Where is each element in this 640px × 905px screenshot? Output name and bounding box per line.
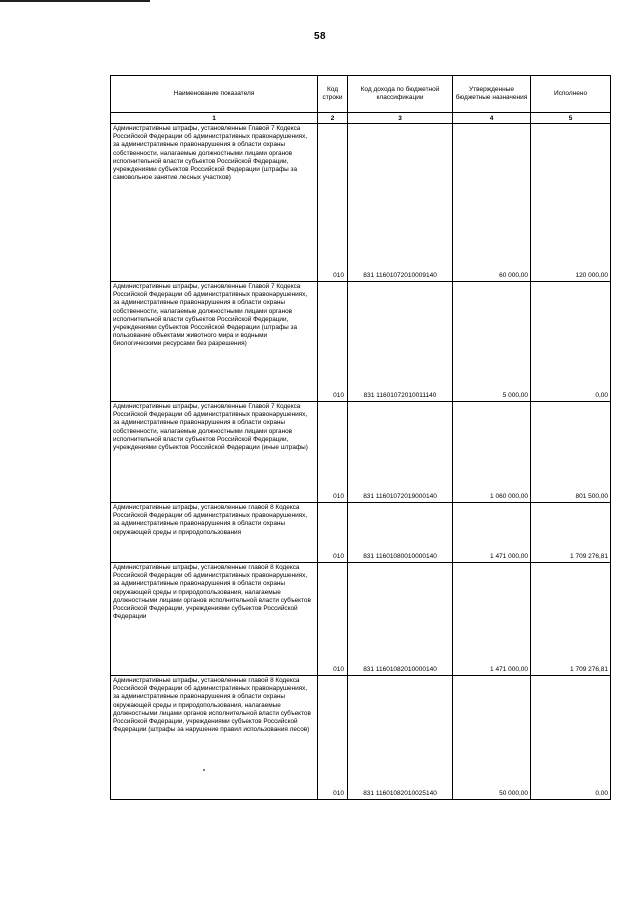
- header-name: Наименование показателя: [111, 76, 318, 113]
- table-row: [111, 563, 611, 676]
- table-row: [111, 676, 611, 800]
- row-approved: 60 000,00: [453, 124, 531, 282]
- row-approved: 1 060 000,00: [453, 402, 531, 503]
- row-approved: 50 000,00: [453, 676, 531, 800]
- row-name: Административные штрафы, установленные Главой 7 Кодекса Российской Федерации об административных правонарушениях, за административные правонарушения в области охраны собственности, налагаемые должностными лицами органов исполнительной власти субъектов Российской Федерации, учреждениями субъектов Российской Федерации (штрафы за пользование объектами животного мира и водными биологическими ресурсами без разрешения): [111, 282, 318, 402]
- row-executed: 801 500,00: [531, 402, 611, 503]
- row-name: Административные штрафы, установленные Главой 7 Кодекса Российской Федерации об административных правонарушениях, за административные правонарушения в области охраны собственности, налагаемые должностными лицами органов исполнительной власти субъектов Российской Федерации, учреждениями субъектов Российской Федерации (штрафы за самовольное занятие лесных участков): [111, 124, 318, 282]
- scan-speck: [203, 769, 205, 771]
- row-executed: 120 000,00: [531, 124, 611, 282]
- row-name: Административные штрафы, установленные Главой 7 Кодекса Российской Федерации об административных правонарушениях, за административные правонарушения в области охраны собственности, налагаемые должностными лицами органов исполнительной власти субъектов Российской Федерации, учреждениями субъектов Российской Федерации (иные штрафы): [111, 402, 318, 503]
- header-approved: Утвержденные бюджетные назначения: [453, 76, 531, 113]
- row-code: 010: [318, 402, 348, 503]
- row-kbk: 831 11601072010009140: [348, 124, 453, 282]
- table-header-row: [111, 76, 611, 113]
- header-executed: Исполнено: [531, 76, 611, 113]
- column-number: 5: [531, 113, 611, 124]
- column-number: 4: [453, 113, 531, 124]
- table-row: [111, 124, 611, 282]
- row-kbk: 831 11601082010025140: [348, 676, 453, 800]
- row-kbk: 831 11601082010000140: [348, 563, 453, 676]
- scan-edge-mark: [0, 0, 150, 2]
- row-approved: 5 000,00: [453, 282, 531, 402]
- column-number-row: [111, 113, 611, 124]
- row-code: 010: [318, 124, 348, 282]
- row-kbk: 831 11601080010000140: [348, 503, 453, 563]
- row-executed: 0,00: [531, 676, 611, 800]
- header-code: Код строки: [318, 76, 348, 113]
- row-executed: 1 709 276,81: [531, 563, 611, 676]
- row-approved: 1 471 000,00: [453, 563, 531, 676]
- row-name: Административные штрафы, установленные главой 8 Кодекса Российской Федерации об административных правонарушениях, за административные правонарушения в области охраны окружающей среды и природопользования, налагаемые должностными лицами органов исполнительной власти субъектов Российской Федерации, учреждениями субъектов Российской Федерации: [111, 563, 318, 676]
- row-executed: 0,00: [531, 282, 611, 402]
- row-approved: 1 471 000,00: [453, 503, 531, 563]
- table-row: [111, 402, 611, 503]
- page-number: 58: [313, 31, 327, 42]
- table-row: [111, 503, 611, 563]
- budget-income-table: [110, 75, 611, 800]
- table-row: [111, 282, 611, 402]
- column-number: 2: [318, 113, 348, 124]
- row-executed: 1 709 276,81: [531, 503, 611, 563]
- row-code: 010: [318, 676, 348, 800]
- row-name: Административные штрафы, установленные главой 8 Кодекса Российской Федерации об административных правонарушениях, за административные правонарушения в области охраны окружающей среды и природопользования, налагаемые должностными лицами органов исполнительной власти субъектов Российской Федерации, учреждениями субъектов Российской Федерации (штрафы за нарушение правил использования лесов): [111, 676, 318, 800]
- column-number: 3: [348, 113, 453, 124]
- row-kbk: 831 11601072019000140: [348, 402, 453, 503]
- row-code: 010: [318, 282, 348, 402]
- row-kbk: 831 11601072010011140: [348, 282, 453, 402]
- row-code: 010: [318, 563, 348, 676]
- header-kbk: Код дохода по бюджетной классификации: [348, 76, 453, 113]
- row-name: Административные штрафы, установленные главой 8 Кодекса Российской Федерации об административных правонарушениях, за административные правонарушения в области охраны окружающей среды и природопользования: [111, 503, 318, 563]
- column-number: 1: [111, 113, 318, 124]
- row-code: 010: [318, 503, 348, 563]
